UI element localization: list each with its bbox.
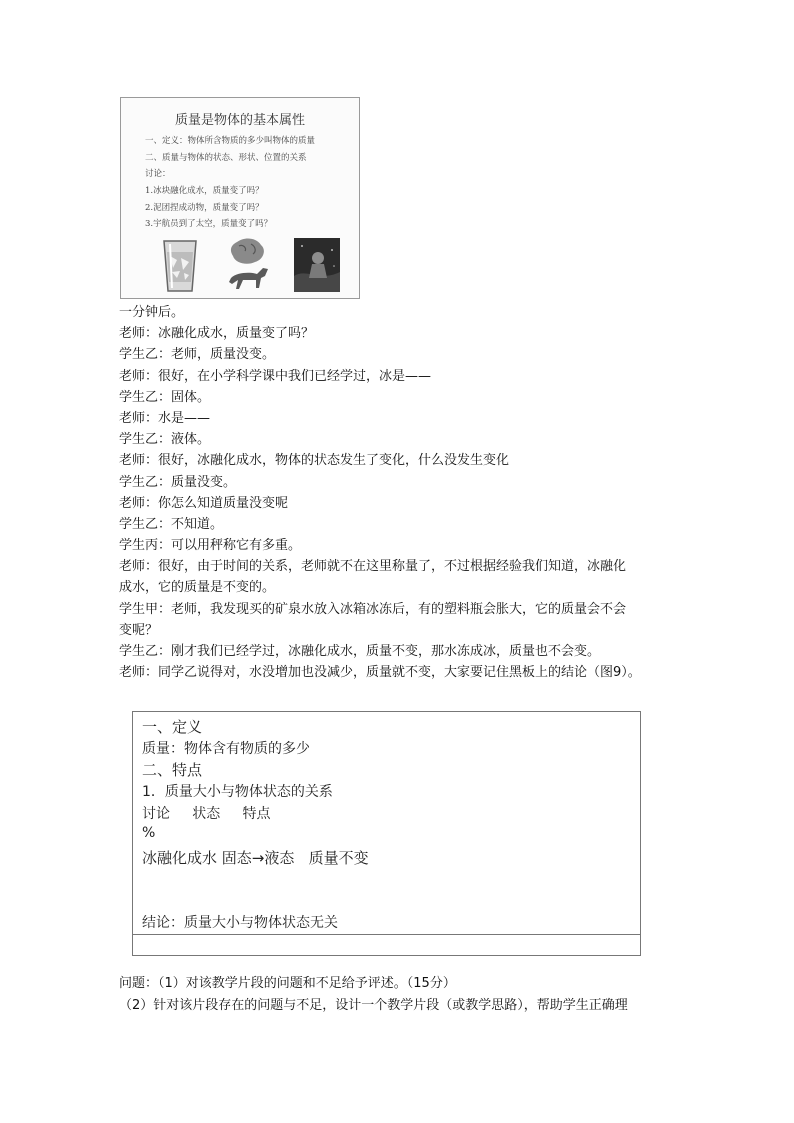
slide-line: 2.泥团捏成动物，质量变了吗？	[145, 203, 264, 213]
slide-line: 二、质量与物体的状态、形状、位置的关系	[145, 153, 307, 163]
dialogue-line: 学生乙：老师，质量没变。	[119, 347, 276, 363]
dialogue-line: 成水，它的质量是不变的。	[119, 580, 276, 596]
ice-glass-picture	[161, 238, 199, 294]
dialogue-line: 学生乙：质量没变。	[119, 474, 237, 490]
astronaut-picture	[294, 238, 340, 292]
slide-line: 3.宇航员到了太空，质量变了吗？	[145, 219, 273, 229]
dialogue-line: 老师：你怎么知道质量没变呢	[119, 495, 289, 511]
dialogue-line: 变呢？	[119, 622, 159, 638]
dialogue-line: 学生乙：不知道。	[119, 516, 224, 532]
slide-line: 讨论：	[145, 169, 171, 179]
dialogue-line: 学生乙：固体。	[119, 389, 211, 405]
board-line: 一、定义	[142, 718, 203, 736]
clay-horse-picture	[221, 236, 277, 294]
blackboard-figure	[132, 711, 641, 956]
dialogue-section	[119, 302, 689, 683]
board-line: 1．质量大小与物体状态的关系	[142, 784, 333, 800]
board-conclusion: 结论：质量大小与物体状态无关	[142, 915, 338, 931]
dialogue-line: 老师：很好，在小学科学课中我们已经学过，冰是——	[119, 368, 432, 384]
dialogue-line: 老师：同学乙说得对，水没增加也没减少，质量就不变，大家要记住黑板上的结论（图9）。	[119, 665, 641, 681]
dialogue-line: 老师：很好，由于时间的关系，老师就不在这里称量了，不过根据经验我们知道，冰融化	[119, 559, 627, 575]
dialogue-line: 学生乙：刚才我们已经学过，冰融化成水，质量不变，那水冻成冰，质量也不会变。	[119, 644, 601, 659]
board-line: %	[142, 825, 156, 841]
slide-line: 1.冰块融化成水，质量变了吗？	[145, 186, 264, 196]
question-line: 问题：（1）对该教学片段的问题和不足给予评述。（15分）	[119, 976, 456, 991]
board-divider	[133, 934, 640, 935]
dialogue-line: 老师：水是——	[119, 410, 211, 426]
board-line: 讨论 状态 特点	[142, 806, 271, 822]
dialogue-line: 学生甲：老师，我发现买的矿泉水放入冰箱冰冻后，有的塑料瓶会胀大，它的质量会不会	[119, 601, 627, 617]
board-line: 冰融化成水 固态→液态 质量不变	[142, 849, 369, 867]
slide-image	[120, 97, 360, 299]
dialogue-line: 学生乙：液体。	[119, 432, 211, 448]
slide-title: 质量是物体的基本属性	[174, 113, 305, 128]
slide-line: 一、定义：物体所含物质的多少叫物体的质量	[145, 136, 316, 146]
dialogue-line: 学生丙：可以用秤称它有多重。	[119, 538, 302, 554]
question-line: （2）针对该片段存在的问题与不足，设计一个教学片段（或教学思路），帮助学生正确理	[119, 998, 628, 1013]
board-line: 质量：物体含有物质的多少	[142, 741, 310, 757]
dialogue-line: 老师：很好，冰融化成水，物体的状态发生了变化，什么没发生变化	[119, 453, 510, 469]
dialogue-line: 一分钟后。	[119, 305, 185, 320]
board-line: 二、特点	[142, 761, 203, 779]
dialogue-line: 老师：冰融化成水，质量变了吗？	[119, 326, 315, 342]
